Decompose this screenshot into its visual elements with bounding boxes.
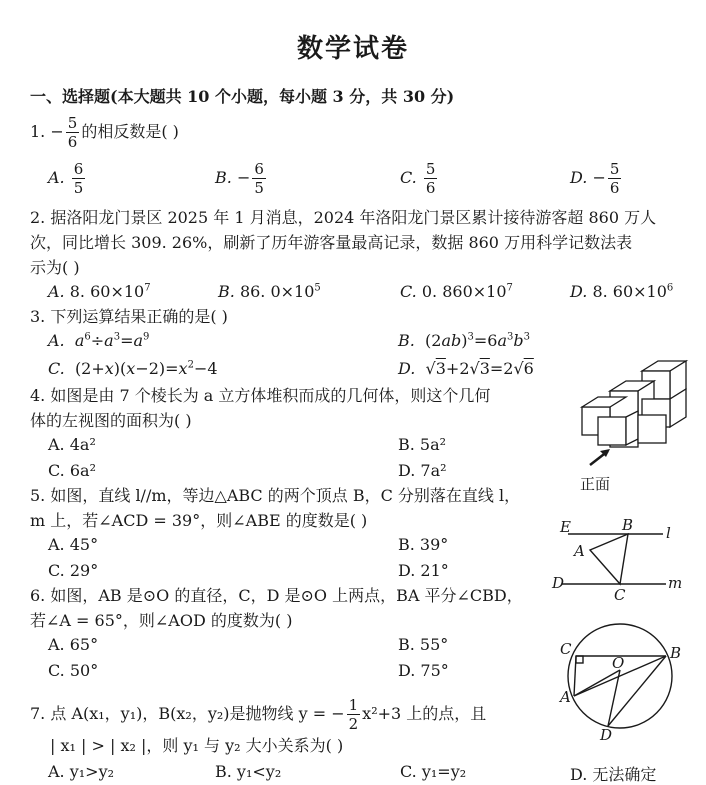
label-l: l bbox=[666, 524, 671, 542]
label-b: B bbox=[622, 516, 634, 534]
question-7-line2: | x₁ | > | x₂ |，则 y₁ 与 y₂ 大小关系为( ) bbox=[50, 736, 344, 755]
label-b: B bbox=[670, 644, 682, 662]
label-o: O bbox=[612, 654, 625, 672]
q2-option-c[interactable]: C. 0. $860\times 10^7$ bbox=[400, 282, 513, 301]
circle-figure bbox=[556, 614, 690, 742]
question-1-stem: 1. − $\frac{5}{6}$ 的相反数是( ) bbox=[30, 114, 179, 151]
q7-option-b[interactable]: B. y₁<y₂ bbox=[215, 762, 282, 781]
q4-option-b[interactable]: B. 5a² bbox=[398, 435, 447, 454]
question-2-line3: 示为( ) bbox=[30, 258, 80, 277]
question-2-line2: 次，同比增长 309. 26%，刷新了历年游客量最高记录，数据 860 万用科学记数法表 bbox=[30, 233, 633, 252]
q5-option-b[interactable]: B. 39° bbox=[398, 535, 449, 554]
label-m: m bbox=[668, 574, 683, 592]
question-7-stem: 7. 点 A(x₁，y₁)，B(x₂，y₂)是抛物线 y = − $\frac{1}{2}$ x²+3 上的点，且 bbox=[30, 696, 487, 733]
q3-option-b[interactable]: B. $(2ab)^3=6a^3b^3$ bbox=[398, 331, 530, 350]
q4-option-c[interactable]: C. 6a² bbox=[48, 461, 96, 480]
q2-option-d[interactable]: D. 8. $60\times 10^6$ bbox=[570, 282, 674, 301]
question-4-line2: 体的左视图的面积为( ) bbox=[30, 411, 192, 430]
q2-option-a[interactable]: A. 8. $60\times 10^7$ bbox=[48, 282, 151, 301]
section-heading: 一、选择题(本大题共 10 个小题，每小题 3 分，共 30 分) bbox=[30, 87, 455, 106]
label-e: E bbox=[560, 518, 571, 536]
label-a: A bbox=[574, 542, 585, 560]
q6-option-b[interactable]: B. 55° bbox=[398, 635, 449, 654]
question-3-stem: 3. 下列运算结果正确的是( ) bbox=[30, 307, 228, 326]
q6-option-d[interactable]: D. 75° bbox=[398, 661, 449, 680]
question-5-line2: m 上，若∠ACD = 39°，则∠ABE 的度数是( ) bbox=[30, 511, 368, 530]
question-5-line1: 5. 如图，直线 l//m，等边△ABC 的两个顶点 B，C 分别落在直线 l， bbox=[30, 486, 521, 505]
q5-option-d[interactable]: D. 21° bbox=[398, 561, 449, 580]
q1-option-c[interactable]: C. $\frac{5}{6}$ bbox=[400, 160, 436, 197]
front-label: 正面 bbox=[580, 475, 611, 493]
parallel-lines-figure bbox=[548, 512, 688, 604]
q1-option-b[interactable]: B. − $\frac{6}{5}$ bbox=[215, 160, 264, 197]
q3-option-c[interactable]: C. $(2+x)(x-2)=x^2-4$ bbox=[48, 359, 218, 378]
q3-option-d[interactable]: D. √3+2√3=2√6 bbox=[398, 359, 534, 378]
page-title: 数学试卷 bbox=[296, 34, 409, 64]
q6-option-a[interactable]: A. 65° bbox=[48, 635, 99, 654]
question-4-line1: 4. 如图是由 7 个棱长为 a 立方体堆积而成的几何体，则这个几何 bbox=[30, 386, 491, 405]
q7-option-d[interactable]: D. 无法确定 bbox=[570, 765, 657, 784]
q1-option-d[interactable]: D. − $\frac{5}{6}$ bbox=[570, 160, 620, 197]
q3-option-a[interactable]: A. $a^6\div a^3=a^9$ bbox=[48, 331, 150, 350]
q4-option-d[interactable]: D. 7a² bbox=[398, 461, 447, 480]
q7-option-c[interactable]: C. y₁=y₂ bbox=[400, 762, 467, 781]
cube-stack-figure bbox=[574, 355, 700, 495]
q6-option-c[interactable]: C. 50° bbox=[48, 661, 99, 680]
label-d: D bbox=[552, 574, 565, 592]
q5-option-c[interactable]: C. 29° bbox=[48, 561, 99, 580]
q7-option-a[interactable]: A. y₁>y₂ bbox=[48, 762, 115, 781]
q5-option-a[interactable]: A. 45° bbox=[48, 535, 99, 554]
label-d: D bbox=[600, 726, 613, 742]
question-6-line1: 6. 如图，AB 是⊙O 的直径，C，D 是⊙O 上两点，BA 平分∠CBD， bbox=[30, 586, 523, 605]
q1-option-a[interactable]: A. $\frac{6}{5}$ bbox=[48, 160, 84, 197]
label-c: C bbox=[560, 640, 572, 658]
question-2-line1: 2. 据洛阳龙门景区 2025 年 1 月消息，2024 年洛阳龙门景区累计接待游客超 860 万人 bbox=[30, 208, 657, 227]
q2-option-b[interactable]: B. 86. $0\times 10^5$ bbox=[218, 282, 321, 301]
label-a: A bbox=[560, 688, 571, 706]
label-c: C bbox=[614, 586, 626, 604]
question-6-line2: 若∠A = 65°，则∠AOD 的度数为( ) bbox=[30, 611, 293, 630]
q4-option-a[interactable]: A. 4a² bbox=[48, 435, 96, 454]
